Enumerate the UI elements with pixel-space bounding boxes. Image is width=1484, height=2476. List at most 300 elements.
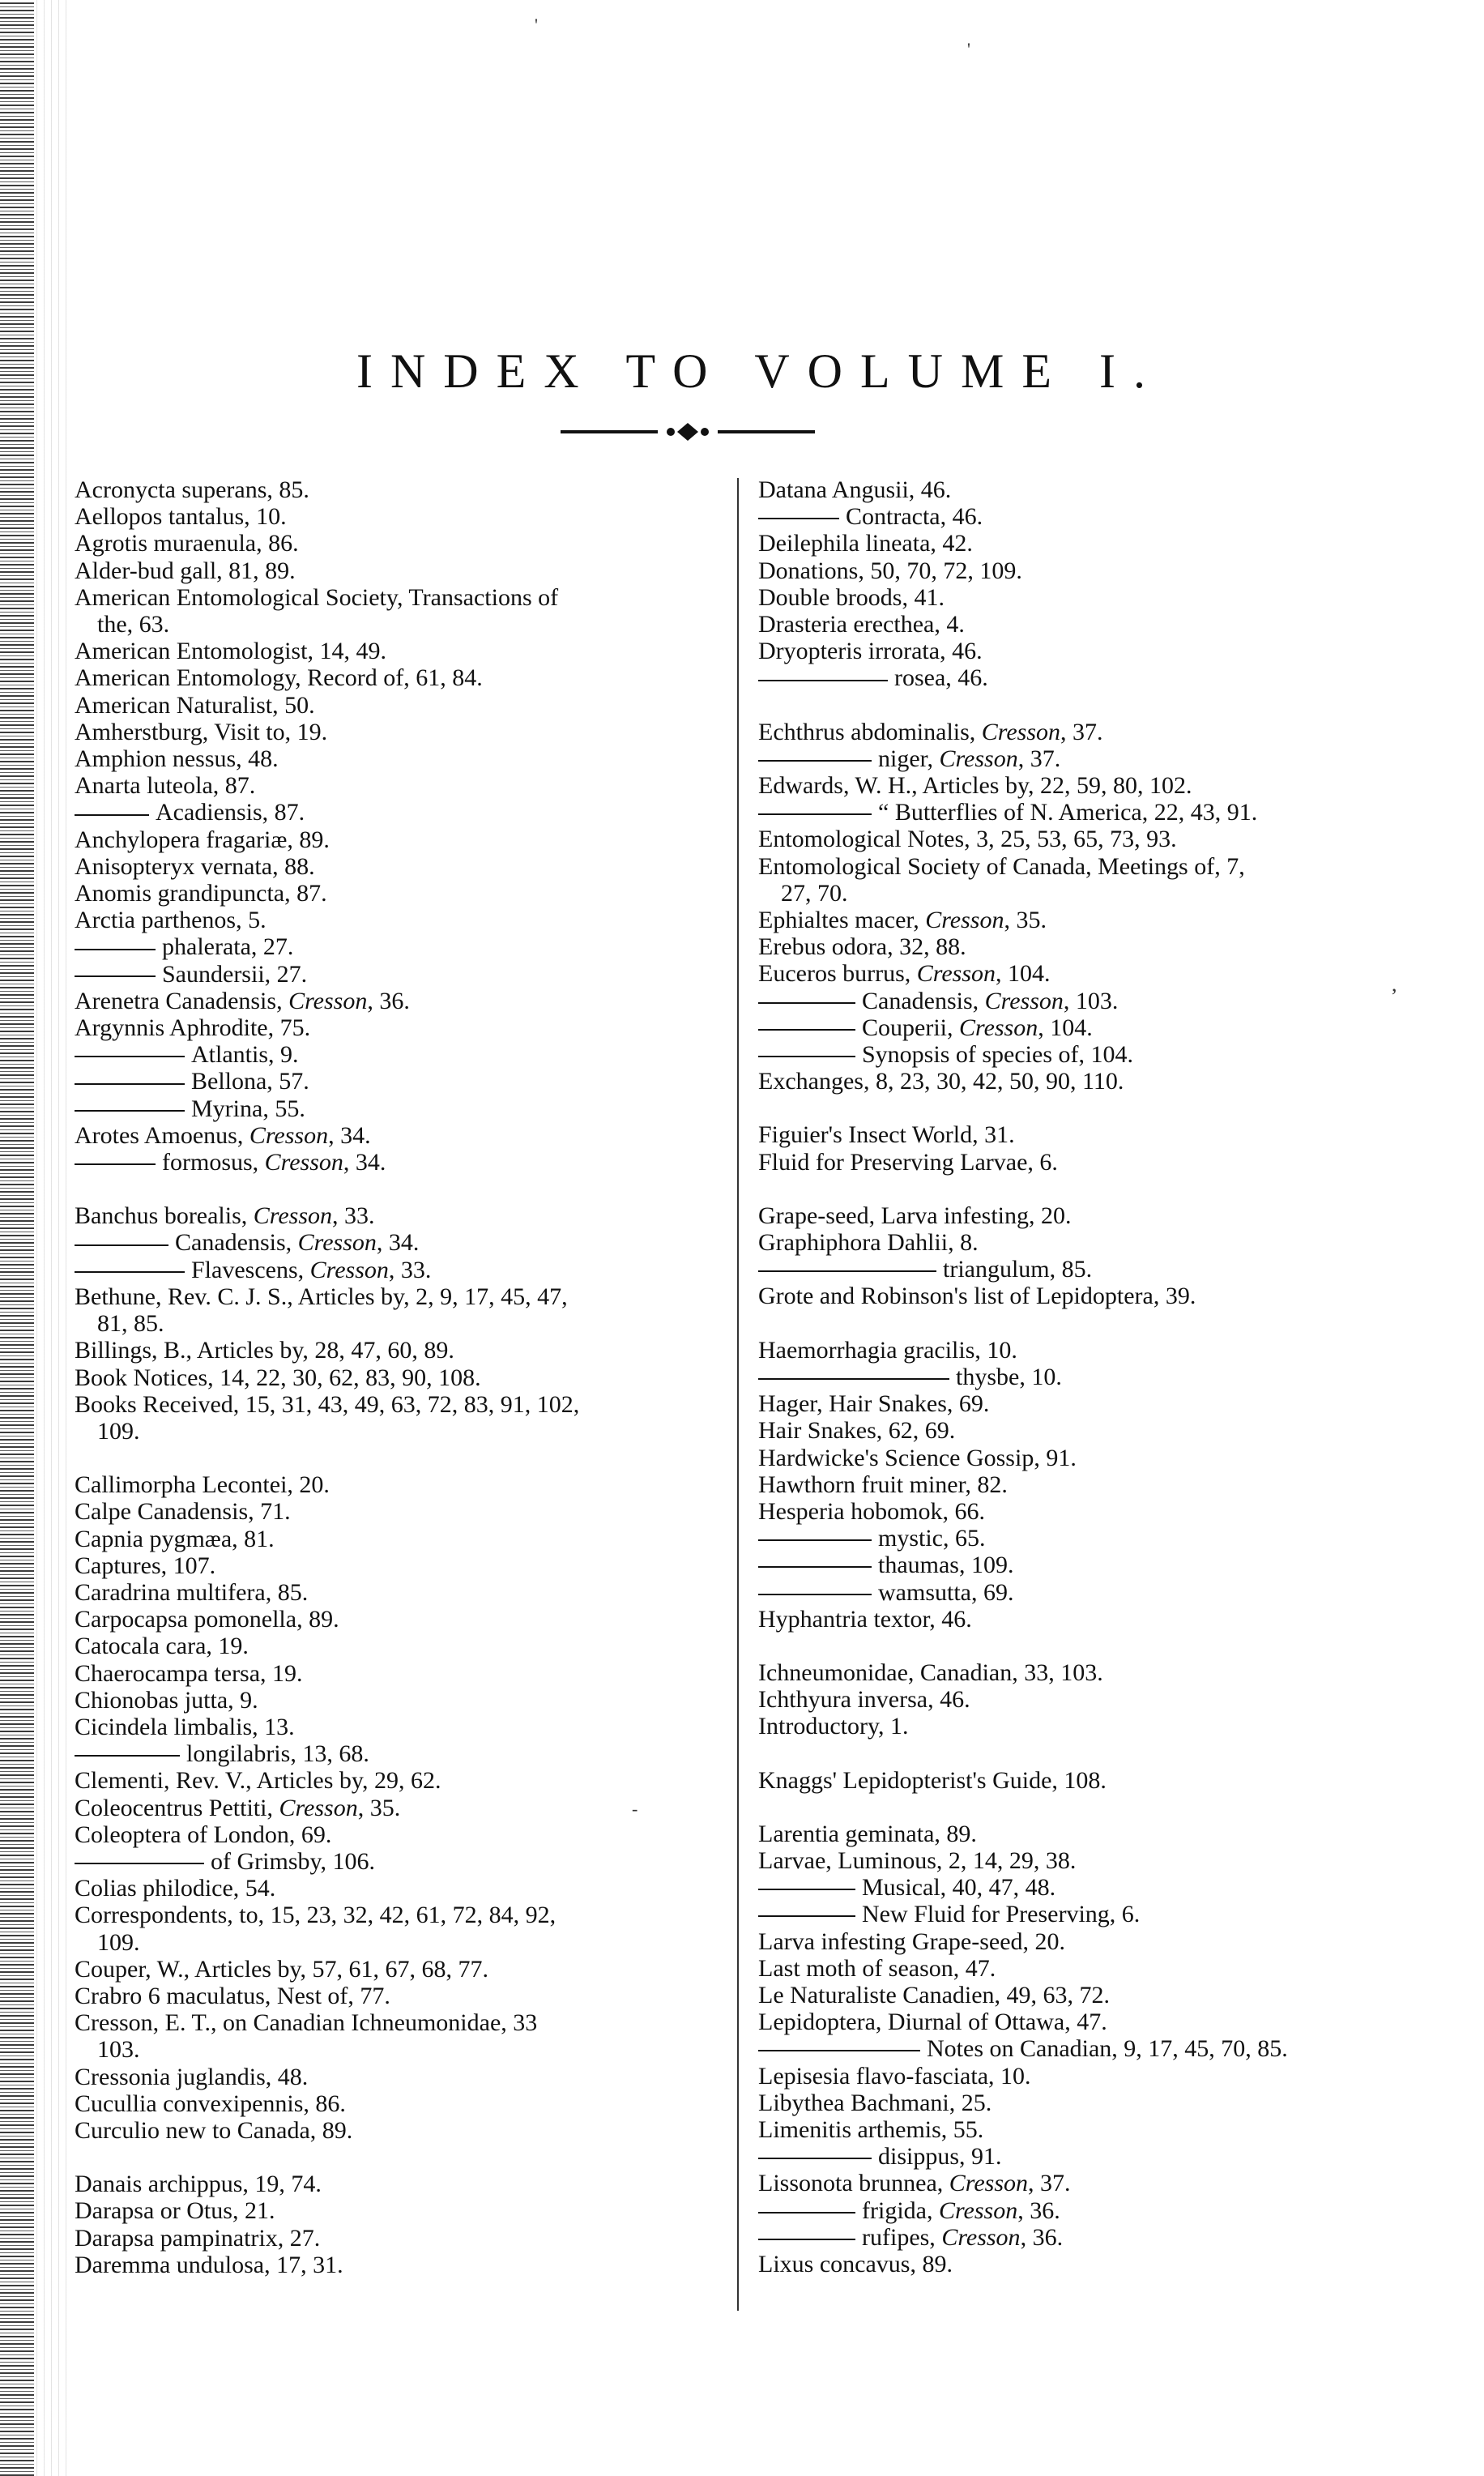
index-entry [75, 1875, 723, 1902]
section-gap [75, 1176, 723, 1202]
index-entry [758, 2224, 1422, 2251]
index-entry [758, 1417, 1422, 1444]
entry-text: Knaggs' Lepidopterist's Guide, 108. [758, 1766, 1107, 1794]
entry-text: Grote and Robinson's list of Lepidoptera, 39. [758, 1283, 1196, 1310]
ditto-dash [758, 2050, 920, 2051]
index-entry [75, 826, 723, 853]
entry-text: triangulum, 85. [943, 1256, 1093, 1283]
entry-text: Chionobas jutta, 9. [75, 1686, 258, 1714]
entry-text: Larva infesting Grape-seed, 20. [758, 1927, 1066, 1955]
entry-text: , 37. [1028, 2170, 1071, 2197]
index-entry [75, 2171, 723, 2197]
index-entry [758, 2009, 1422, 2035]
index-entry [758, 1041, 1422, 1068]
entry-text: Cressonia juglandis, 48. [75, 2063, 309, 2090]
index-entry [75, 692, 723, 719]
index-entry [75, 1068, 723, 1095]
index-entry [75, 557, 723, 584]
entry-text: Daremma undulosa, 17, 31. [75, 2251, 343, 2278]
index-entry [75, 1983, 723, 2009]
ditto-dash [75, 1056, 185, 1057]
index-entry [75, 933, 723, 960]
section-gap [758, 692, 1422, 719]
print-speck: - [632, 1799, 638, 1819]
entry-text: , 36. [1020, 2223, 1064, 2251]
entry-text: Chaerocampa tersa, 19. [75, 1659, 303, 1687]
index-entry [758, 1014, 1422, 1041]
ditto-dash [75, 814, 149, 816]
index-entry [758, 1445, 1422, 1471]
author-name: Cresson [249, 1121, 329, 1149]
index-entry [758, 530, 1422, 557]
index-entry [758, 2035, 1422, 2062]
index-entry [75, 1283, 723, 1310]
index-entry [758, 1928, 1422, 1955]
index-entry [75, 2252, 723, 2278]
entry-text: Anisopteryx vernata, 88. [75, 852, 315, 880]
ditto-dash [75, 1163, 156, 1165]
entry-text: Lixus concavus, 89. [758, 2250, 953, 2277]
entry-text: Contracta, 46. [846, 503, 983, 531]
section-gap [758, 1095, 1422, 1121]
entry-text: Last moth of season, 47. [758, 1954, 996, 1982]
entry-text: American Naturalist, 50. [75, 691, 315, 719]
entry-text: Musical, 40, 47, 48. [862, 1874, 1056, 1902]
index-entry [758, 1552, 1422, 1578]
entry-text: , 35. [1004, 907, 1047, 934]
entry-text: Capnia pygmæa, 81. [75, 1525, 275, 1552]
entry-text: “ Butterflies of N. America, 22, 43, 91. [878, 799, 1258, 826]
ditto-dash [758, 813, 872, 815]
entry-text: Edwards, W. H., Articles by, 22, 59, 80, 102. [758, 772, 1192, 800]
section-gap [75, 1445, 723, 1471]
entry-text: Double broods, 41. [758, 583, 945, 611]
entry-text: Anomis grandipuncta, 87. [75, 880, 327, 907]
entry-text: Ichneumonidae, Canadian, 33, 103. [758, 1658, 1103, 1686]
ditto-dash [758, 1889, 855, 1890]
entry-text: the, 63. [97, 611, 170, 638]
entry-text: , 33. [388, 1256, 432, 1283]
entry-text: Carpocapsa pomonella, 89. [75, 1606, 339, 1633]
ditto-dash [75, 975, 156, 977]
index-entry [75, 503, 723, 530]
entry-text: , 37. [1017, 745, 1061, 772]
index-entry-continuation [75, 2036, 723, 2063]
entry-text: Anchylopera fragariæ, 89. [75, 826, 330, 853]
entry-text: wamsutta, 69. [878, 1578, 1014, 1606]
index-entry [758, 772, 1422, 799]
index-entry [75, 2090, 723, 2117]
title-ornament [561, 420, 815, 444]
entry-text: Lepidoptera, Diurnal of Ottawa, 47. [758, 2009, 1107, 2036]
entry-text: Curculio new to Canada, 89. [75, 2116, 353, 2144]
index-entry-continuation [75, 611, 723, 638]
section-gap [758, 1633, 1422, 1659]
entry-text: Canadensis, [175, 1229, 298, 1257]
entry-text: Entomological Society of Canada, Meetings of, 7, [758, 852, 1245, 880]
index-entry [75, 1795, 723, 1821]
entry-text: Grape-seed, Larva infesting, 20. [758, 1202, 1072, 1229]
entry-text: Caradrina multifera, 85. [75, 1578, 309, 1606]
index-entry [758, 853, 1422, 880]
author-name: Cresson [938, 2196, 1018, 2224]
index-entry [758, 1847, 1422, 1874]
index-entry [758, 1390, 1422, 1417]
entry-text: Introductory, 1. [758, 1713, 909, 1740]
print-speck: ' [967, 39, 970, 59]
entry-text: Dryopteris irrorata, 46. [758, 638, 983, 665]
entry-text: , 103. [1063, 987, 1119, 1014]
index-entry [75, 2064, 723, 2090]
author-name: Cresson [925, 907, 1004, 934]
index-entry [75, 1740, 723, 1767]
index-entry [75, 853, 723, 880]
entry-text: 109. [97, 1417, 140, 1445]
index-entry [758, 1659, 1422, 1686]
entry-text: longilabris, 13, 68. [186, 1740, 369, 1768]
entry-text: Flavescens, [191, 1256, 310, 1283]
index-entry [758, 1821, 1422, 1847]
index-entry [758, 1149, 1422, 1176]
index-entry [75, 1633, 723, 1659]
entry-text: Acronycta superans, 85. [75, 476, 309, 503]
index-entry [758, 476, 1422, 503]
section-gap [758, 1176, 1422, 1202]
index-entry [758, 2251, 1422, 2277]
entry-text: Lissonota brunnea, [758, 2170, 949, 2197]
index-entry [758, 2090, 1422, 2116]
entry-text: mystic, 65. [878, 1525, 986, 1552]
entry-text: Hardwicke's Science Gossip, 91. [758, 1444, 1077, 1471]
ditto-dash [758, 2239, 855, 2240]
index-entry [758, 2170, 1422, 2196]
ditto-dash [75, 949, 156, 950]
entry-text: thysbe, 10. [956, 1363, 1062, 1390]
section-gap [75, 2144, 723, 2171]
entry-text: Arctia parthenos, 5. [75, 907, 267, 934]
entry-text: Cicindela limbalis, 13. [75, 1713, 295, 1740]
entry-text: , 37. [1060, 718, 1103, 745]
index-entry [758, 664, 1422, 691]
index-entry [75, 664, 723, 691]
entry-text: Erebus odora, 32, 88. [758, 933, 966, 961]
entry-text: rosea, 46. [894, 664, 988, 692]
index-entry [75, 1041, 723, 1068]
index-entry [758, 2143, 1422, 2170]
entry-text: Couperii, [862, 1014, 959, 1041]
index-entry [75, 1821, 723, 1848]
entry-text: Hawthorn fruit miner, 82. [758, 1471, 1008, 1498]
print-speck: ' [535, 15, 538, 35]
index-entry [75, 1660, 723, 1687]
index-entry [758, 557, 1422, 584]
entry-text: Arotes Amoenus, [75, 1121, 249, 1149]
entry-text: Euceros burrus, [758, 960, 917, 988]
entry-text: 81, 85. [97, 1310, 164, 1338]
index-entry [75, 1767, 723, 1794]
entry-text: Callimorpha Lecontei, 20. [75, 1471, 330, 1499]
entry-text: 103. [97, 2036, 140, 2064]
entry-text: Argynnis Aphrodite, 75. [75, 1014, 311, 1042]
index-entry [75, 638, 723, 664]
print-speck: , [1392, 972, 1397, 996]
entry-text: Bethune, Rev. C. J. S., Articles by, 2, 9, 17, 45, 47, [75, 1283, 568, 1310]
index-entry [758, 960, 1422, 987]
index-entry [758, 1686, 1422, 1713]
entry-text: Drasteria erecthea, 4. [758, 611, 965, 638]
index-entry [75, 1014, 723, 1041]
ditto-dash [758, 1056, 855, 1057]
index-entry-continuation [75, 1418, 723, 1445]
author-name: Cresson [253, 1202, 333, 1230]
entry-text: Larvae, Luminous, 2, 14, 29, 38. [758, 1846, 1077, 1874]
author-name: Cresson [941, 2223, 1021, 2251]
index-entry [75, 2009, 723, 2036]
entry-text: Amphion nessus, 48. [75, 745, 279, 773]
index-entry [758, 1229, 1422, 1256]
ditto-dash [758, 1029, 855, 1031]
entry-text: Hair Snakes, 62, 69. [758, 1417, 956, 1445]
index-entry [758, 1874, 1422, 1901]
entry-text: Colias philodice, 54. [75, 1875, 276, 1902]
index-entry [758, 1767, 1422, 1794]
author-name: Cresson [288, 987, 368, 1014]
entry-text: Cucullia convexipennis, 86. [75, 2090, 346, 2117]
entry-text: Notes on Canadian, 9, 17, 45, 70, 85. [927, 2035, 1288, 2063]
binding-shadow [34, 0, 71, 2476]
entry-text: Couper, W., Articles by, 57, 61, 67, 68, 77. [75, 1955, 488, 1983]
index-entry [75, 988, 723, 1014]
entry-text: Haemorrhagia gracilis, 10. [758, 1336, 1017, 1364]
entry-text: Crabro 6 maculatus, Nest of, 77. [75, 1982, 390, 2009]
author-name: Cresson [984, 987, 1064, 1014]
index-entry [758, 1121, 1422, 1148]
index-entry [75, 1714, 723, 1740]
index-entry [758, 907, 1422, 933]
entry-text: New Fluid for Preserving, 6. [862, 1901, 1141, 1928]
index-entry [758, 1901, 1422, 1927]
entry-text: Libythea Bachmani, 25. [758, 2089, 992, 2116]
index-entry [758, 1579, 1422, 1606]
index-entry [758, 1202, 1422, 1229]
index-entry [75, 530, 723, 557]
ditto-dash [758, 1378, 949, 1380]
index-entry [75, 772, 723, 799]
index-entry [75, 584, 723, 611]
ditto-dash [758, 1915, 855, 1917]
entry-text: Lepisesia flavo-fasciata, 10. [758, 2062, 1031, 2090]
index-entry [75, 1848, 723, 1875]
section-gap [758, 1794, 1422, 1821]
index-entry [75, 1149, 723, 1176]
entry-text: Graphiphora Dahlii, 8. [758, 1229, 979, 1257]
index-entry [758, 1982, 1422, 2009]
entry-text: Acadiensis, 87. [156, 799, 305, 826]
entry-text: Entomological Notes, 3, 25, 53, 65, 73, 93. [758, 826, 1177, 853]
entry-text: , 34. [343, 1149, 386, 1176]
index-entry [758, 611, 1422, 638]
entry-text: Hyphantria textor, 46. [758, 1605, 972, 1633]
entry-text: Ephialtes macer, [758, 907, 926, 934]
entry-text: Figuier's Insect World, 31. [758, 1121, 1015, 1149]
index-entry [75, 1606, 723, 1633]
ditto-dash [758, 2212, 855, 2213]
entry-text: Fluid for Preserving Larvae, 6. [758, 1148, 1058, 1176]
index-column-left [75, 476, 723, 2278]
entry-text: Alder-bud gall, 81, 89. [75, 557, 296, 584]
entry-text: Anarta luteola, 87. [75, 772, 256, 800]
author-name: Cresson [949, 2170, 1029, 2197]
entry-text: Saundersii, 27. [162, 960, 308, 988]
entry-text: , 36. [367, 987, 410, 1014]
index-entry [758, 1955, 1422, 1982]
ditto-dash [758, 2158, 872, 2159]
index-entry [758, 2197, 1422, 2224]
index-entry [75, 1471, 723, 1498]
author-name: Cresson [279, 1794, 358, 1821]
index-entry [75, 1391, 723, 1418]
index-entry-continuation [75, 1310, 723, 1337]
index-entry [758, 1713, 1422, 1740]
entry-text: Aellopos tantalus, 10. [75, 503, 287, 531]
index-entry [758, 826, 1422, 852]
entry-text: Captures, 107. [75, 1552, 216, 1579]
index-entry [758, 988, 1422, 1014]
entry-text: Arenetra Canadensis, [75, 987, 289, 1014]
ditto-dash [758, 1002, 855, 1004]
index-entry [758, 1525, 1422, 1552]
ditto-dash [758, 1566, 872, 1568]
entry-text: Danais archippus, 19, 74. [75, 2171, 322, 2198]
index-entry [75, 1526, 723, 1552]
index-entry-continuation [75, 1929, 723, 1956]
entry-text: Exchanges, 8, 23, 30, 42, 50, 90, 110. [758, 1068, 1124, 1095]
index-entry [758, 799, 1422, 826]
entry-text: , 104. [996, 960, 1051, 988]
index-entry [75, 1202, 723, 1229]
entry-text: phalerata, 27. [162, 933, 294, 961]
entry-text: Catocala cara, 19. [75, 1633, 249, 1660]
index-column-right [758, 476, 1422, 2277]
entry-text: Book Notices, 14, 22, 30, 62, 83, 90, 108. [75, 1364, 481, 1391]
author-name: Cresson [981, 718, 1061, 745]
index-entry [758, 745, 1422, 772]
ditto-dash [758, 1594, 872, 1595]
index-entry [75, 1579, 723, 1606]
index-entry [75, 1498, 723, 1525]
author-name: Cresson [959, 1014, 1038, 1041]
index-entry [75, 2197, 723, 2224]
entry-text: Atlantis, 9. [191, 1041, 299, 1069]
entry-text: , 36. [1017, 2196, 1060, 2224]
author-name: Cresson [939, 745, 1018, 772]
index-entry [75, 961, 723, 988]
section-gap [758, 1310, 1422, 1337]
ditto-dash [758, 760, 872, 762]
entry-text: Darapsa or Otus, 21. [75, 2197, 275, 2225]
index-entry [758, 1068, 1422, 1095]
ditto-dash [75, 1110, 185, 1112]
index-entry [758, 1471, 1422, 1498]
entry-text: Books Received, 15, 31, 43, 49, 63, 72, 83, 91, 102, [75, 1390, 580, 1418]
index-entry [758, 933, 1422, 960]
index-entry [758, 2063, 1422, 2090]
entry-text: Le Naturaliste Canadien, 49, 63, 72. [758, 1981, 1111, 2009]
entry-text: , 34. [328, 1121, 371, 1149]
entry-text: , 104. [1038, 1014, 1093, 1041]
entry-text: Canadensis, [862, 987, 985, 1014]
index-entry [758, 584, 1422, 611]
index-entry [75, 1687, 723, 1714]
entry-text: Limenitis arthemis, 55. [758, 2115, 984, 2143]
entry-text: 27, 70. [781, 879, 848, 907]
ditto-dash [758, 680, 888, 681]
ditto-dash [75, 1244, 168, 1246]
entry-text: Ichthyura inversa, 46. [758, 1686, 970, 1714]
index-entry [75, 745, 723, 772]
index-entry [758, 1498, 1422, 1525]
entry-text: American Entomological Society, Transactions of [75, 583, 559, 611]
entry-text: Hesperia hobomok, 66. [758, 1497, 985, 1525]
entry-text: Banchus borealis, [75, 1202, 254, 1230]
index-entry [75, 1552, 723, 1579]
entry-text: Clementi, Rev. V., Articles by, 29, 62. [75, 1767, 441, 1795]
index-entry [75, 799, 723, 826]
index-entry [75, 476, 723, 503]
index-entry [75, 1095, 723, 1122]
index-entry [758, 2116, 1422, 2143]
entry-text: , 33. [332, 1202, 375, 1230]
author-name: Cresson [297, 1229, 377, 1257]
entry-text: Billings, B., Articles by, 28, 47, 60, 89. [75, 1337, 454, 1364]
index-entry [75, 2225, 723, 2252]
entry-text: Calpe Canadensis, 71. [75, 1498, 291, 1526]
entry-text: Deilephila lineata, 42. [758, 530, 973, 557]
ditto-dash [758, 1539, 872, 1541]
ditto-dash [75, 1863, 204, 1864]
entry-text: Amherstburg, Visit to, 19. [75, 718, 328, 745]
entry-text: Larentia geminata, 89. [758, 1820, 977, 1847]
entry-text: Agrotis muraenula, 86. [75, 530, 299, 557]
ditto-dash [75, 1271, 185, 1273]
index-entry [75, 1257, 723, 1283]
author-name: Cresson [916, 960, 996, 988]
index-entry [758, 1256, 1422, 1283]
index-entry [758, 638, 1422, 664]
ditto-dash [758, 518, 839, 519]
index-entry [75, 1956, 723, 1983]
entry-text: Synopsis of species of, 104. [862, 1041, 1133, 1069]
entry-text: rufipes, [862, 2223, 942, 2251]
author-name: Cresson [309, 1256, 389, 1283]
index-entry [75, 1364, 723, 1391]
entry-text: Hager, Hair Snakes, 69. [758, 1390, 990, 1418]
entry-text: of Grimsby, 106. [211, 1847, 376, 1875]
entry-text: American Entomology, Record of, 61, 84. [75, 664, 483, 692]
column-divider [737, 478, 739, 2311]
entry-text: frigida, [862, 2196, 939, 2224]
ditto-dash [758, 1270, 936, 1272]
entry-text: Correspondents, to, 15, 23, 32, 42, 61, 72, 84, 92, [75, 1902, 556, 1929]
entry-text: Echthrus abdominalis, [758, 718, 982, 745]
entry-text: disippus, 91. [878, 2143, 1002, 2171]
index-entry [75, 2117, 723, 2144]
ditto-dash [75, 1083, 185, 1085]
entry-text: thaumas, 109. [878, 1552, 1014, 1579]
index-entry [758, 1606, 1422, 1633]
entry-text: Donations, 50, 70, 72, 109. [758, 557, 1022, 584]
entry-text: formosus, [162, 1149, 265, 1176]
